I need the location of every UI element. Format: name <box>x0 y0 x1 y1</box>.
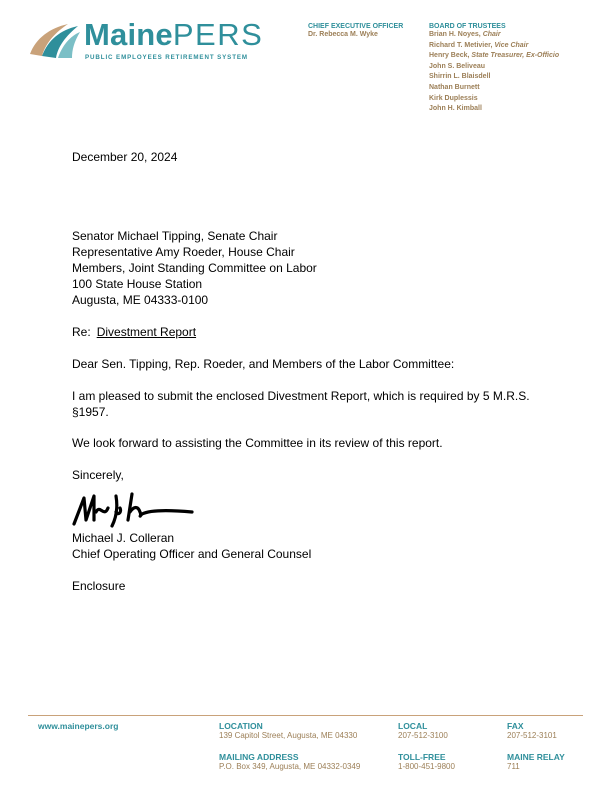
brand-wordmark <box>84 17 263 53</box>
re-label: Re: <box>72 325 91 339</box>
brand-pers: PERS <box>172 17 264 52</box>
address-line: Augusta, ME 04333-0100 <box>72 293 209 307</box>
local-value: 207-512-3100 <box>398 731 448 740</box>
board-block <box>429 23 559 115</box>
location-label: LOCATION <box>219 721 263 731</box>
footer-tollfree <box>398 752 455 771</box>
tollfree-value: 1-800-451-9800 <box>398 762 455 771</box>
footer-website-link[interactable]: www.mainepers.org <box>38 721 119 731</box>
board-member: Kirk Duplessis <box>429 94 478 102</box>
tollfree-label: TOLL-FREE <box>398 752 446 762</box>
board-member: Richard T. Metivier, Vice Chair <box>429 41 529 49</box>
enclosure-note: Enclosure <box>72 579 126 593</box>
board-label: BOARD OF TRUSTEES <box>429 23 506 30</box>
handwritten-signature <box>70 490 200 530</box>
closing: Sincerely, <box>72 468 124 482</box>
brand-main: Maine <box>84 17 173 52</box>
footer-relay <box>507 752 565 771</box>
location-value: 139 Capitol Street, Augusta, ME 04330 <box>219 731 358 740</box>
letter-date: December 20, 2024 <box>72 150 178 164</box>
board-member: Shirrin L. Blaisdell <box>429 73 491 81</box>
ceo-label: CHIEF EXECUTIVE OFFICER <box>308 23 404 30</box>
logo-mark-icon <box>28 20 82 60</box>
address-line: Representative Amy Roeder, House Chair <box>72 245 295 259</box>
mailing-label: MAILING ADDRESS <box>219 752 299 762</box>
salutation: Dear Sen. Tipping, Rep. Roeder, and Members of the Labor Committee: <box>72 357 455 371</box>
footer-divider <box>28 715 583 716</box>
signer-name: Michael J. Colleran <box>72 531 175 545</box>
fax-value: 207-512-3101 <box>507 731 557 740</box>
footer-location <box>219 721 357 740</box>
mainepers-logo <box>28 17 278 66</box>
signer-title: Chief Operating Officer and General Counsel <box>72 547 312 561</box>
address-line: Senator Michael Tipping, Senate Chair <box>72 229 278 243</box>
board-member: Nathan Burnett <box>429 83 480 91</box>
re-subject: Divestment Report <box>96 325 197 339</box>
paragraph-line: §1957. <box>72 405 109 419</box>
local-label: LOCAL <box>398 721 428 731</box>
re-line <box>72 324 196 340</box>
address-line: Members, Joint Standing Committee on Labor <box>72 261 317 275</box>
brand-tagline: PUBLIC EMPLOYEES RETIREMENT SYSTEM <box>85 54 248 61</box>
mailing-value: P.O. Box 349, Augusta, ME 04332-0349 <box>219 762 361 771</box>
board-member: Brian H. Noyes, Chair <box>429 31 501 38</box>
relay-value: 711 <box>507 762 520 771</box>
paragraph-1 <box>72 388 530 420</box>
paragraph-2: We look forward to assisting the Committee in its review of this report. <box>72 436 443 450</box>
signer-block <box>72 530 311 562</box>
footer-fax <box>507 721 557 740</box>
paragraph-line: I am pleased to submit the enclosed Divestment Report, which is required by 5 M.R.S. <box>72 389 530 403</box>
ceo-block <box>308 23 403 41</box>
board-member: John H. Kimball <box>429 105 482 113</box>
relay-label: MAINE RELAY <box>507 752 565 762</box>
footer-mailing <box>219 752 360 771</box>
board-member: Henry Beck, State Treasurer, Ex-Officio <box>429 52 560 60</box>
footer-local <box>398 721 448 740</box>
address-line: 100 State House Station <box>72 277 203 291</box>
ceo-name: Dr. Rebecca M. Wyke <box>308 31 378 38</box>
fax-label: FAX <box>507 721 524 731</box>
recipient-address <box>72 228 317 308</box>
board-member: John S. Beliveau <box>429 62 486 70</box>
